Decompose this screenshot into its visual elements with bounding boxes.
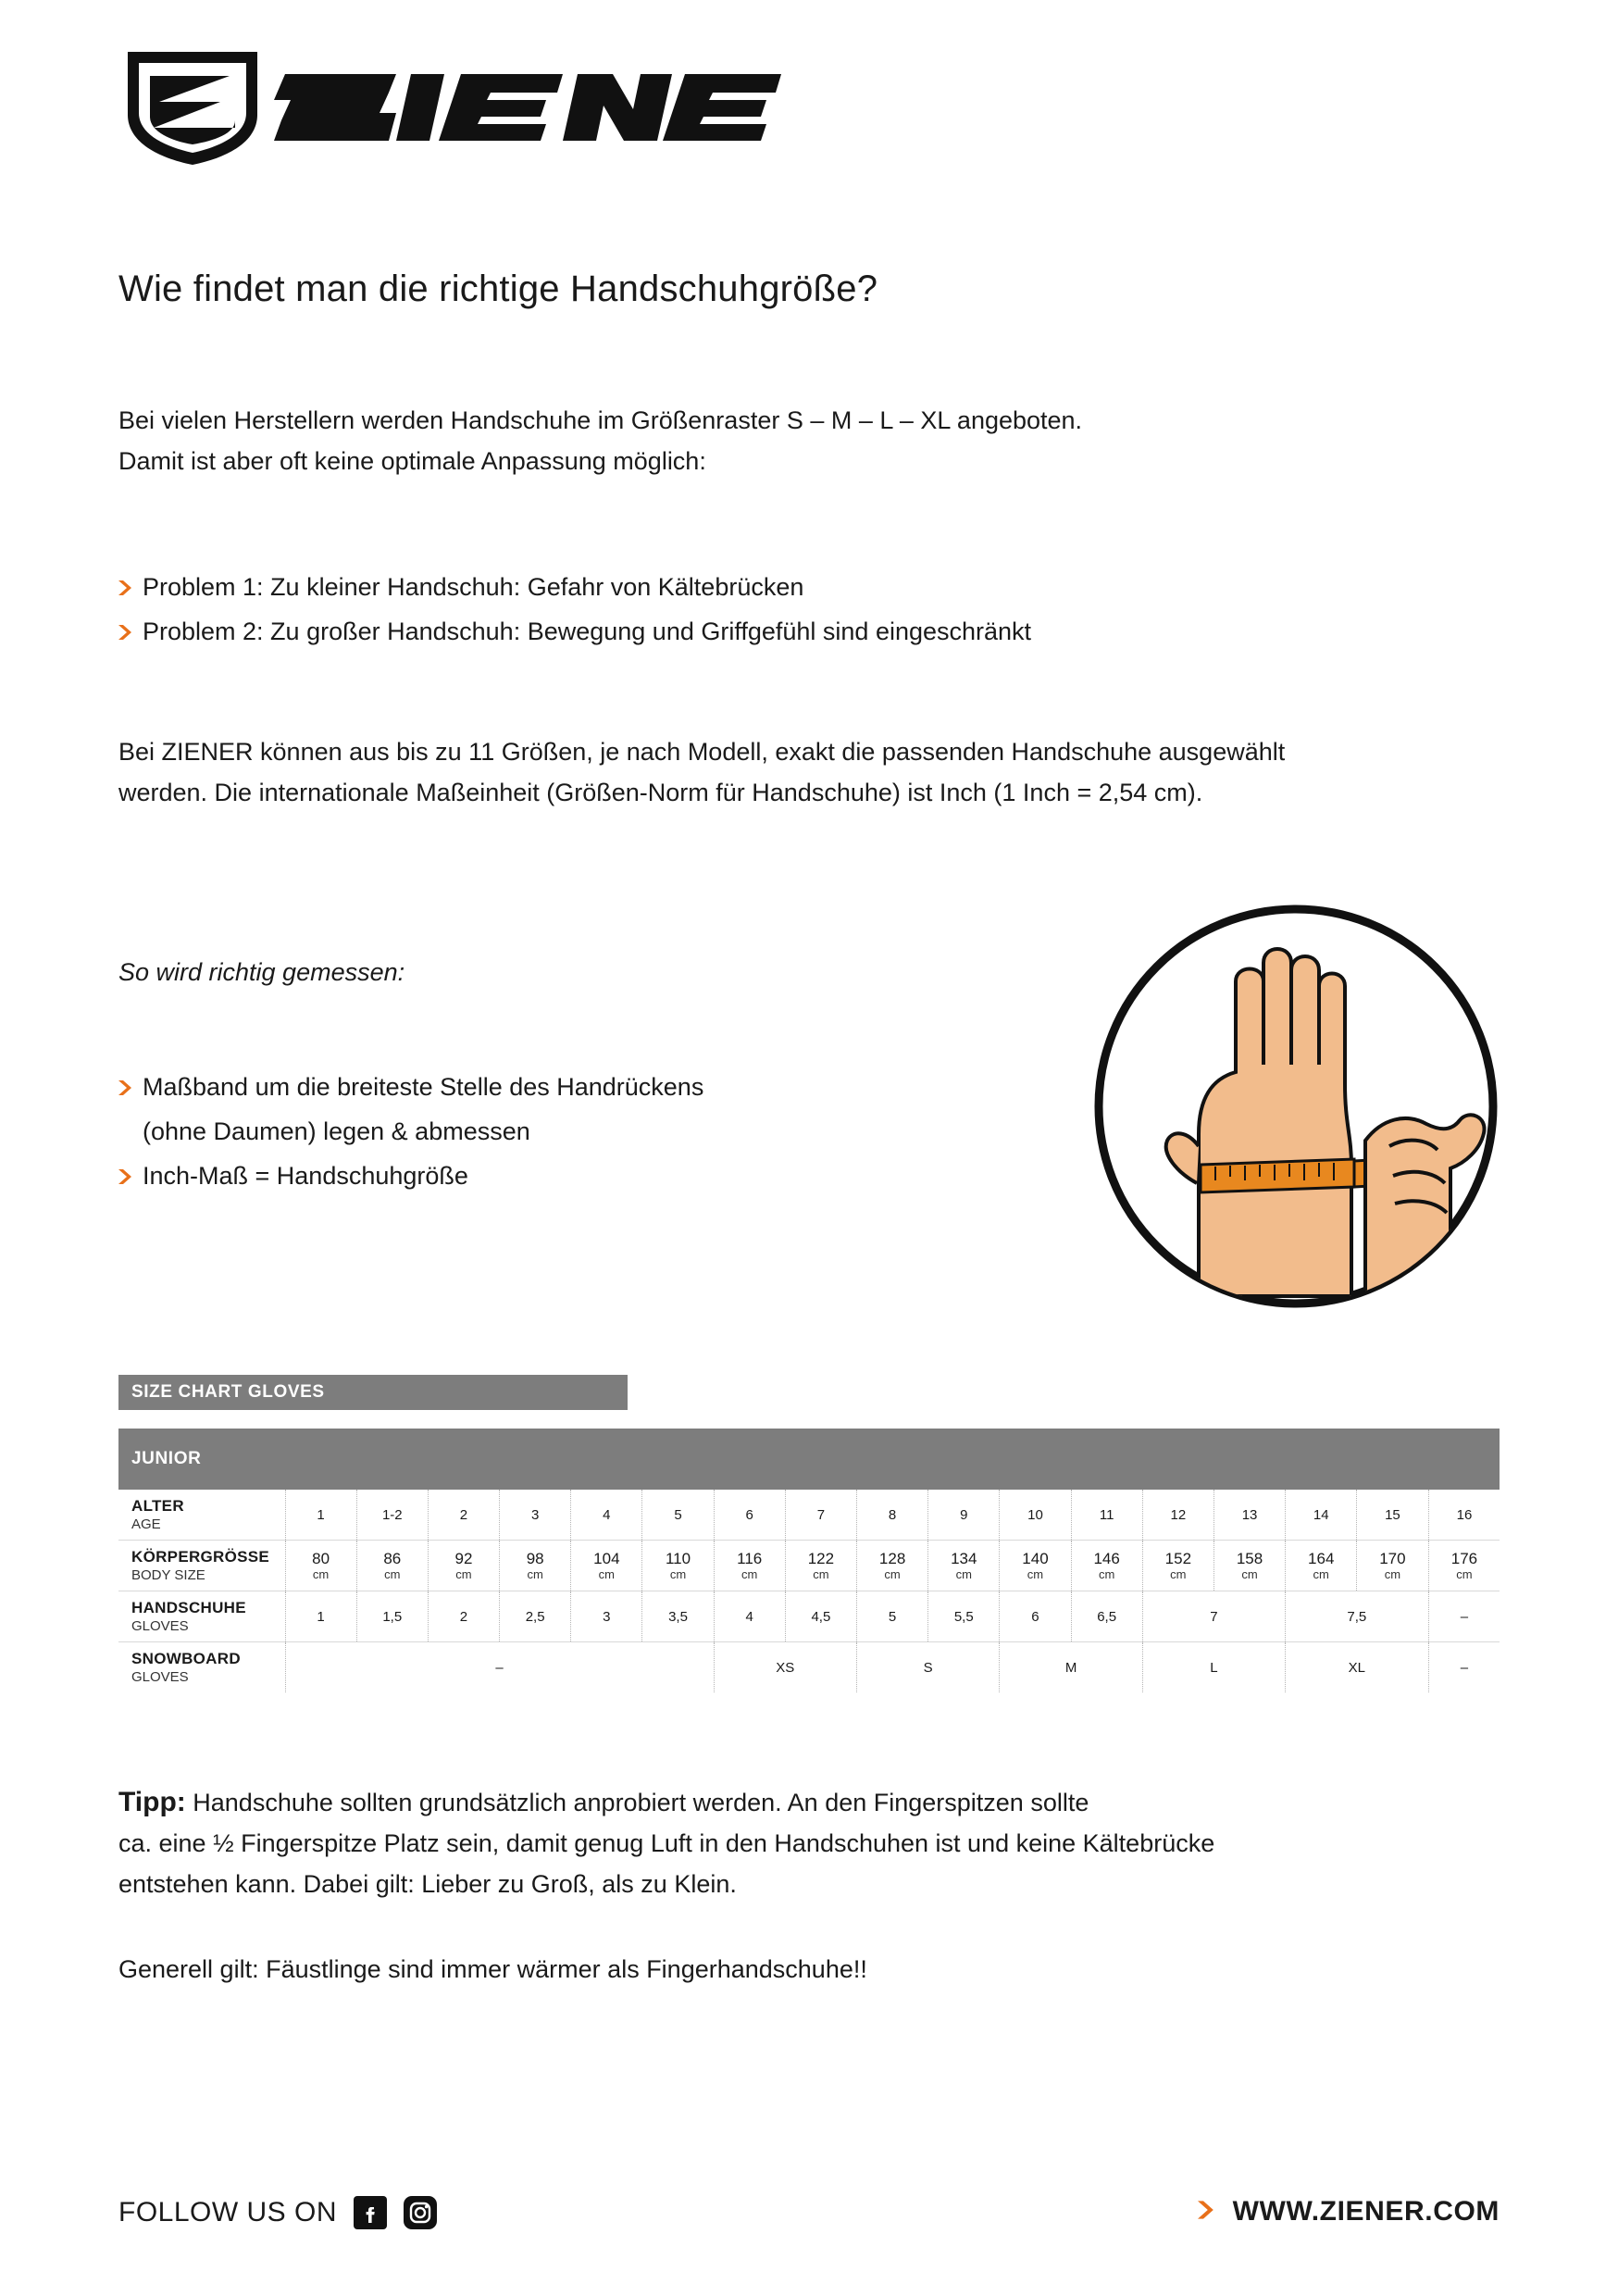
cell-snowboard-size: –	[285, 1642, 714, 1693]
cell-glove-size: 7	[1142, 1591, 1285, 1642]
group-label-junior: JUNIOR	[118, 1429, 1500, 1490]
cell-snowboard-size: XS	[714, 1642, 856, 1693]
cell-age: 4	[571, 1490, 642, 1541]
cell-body-size: 86 cm	[356, 1541, 428, 1591]
table-row	[118, 1490, 1500, 1541]
hand-measuring-illustration	[1088, 898, 1504, 1315]
list-item	[118, 565, 1507, 609]
cell-body-size: 116 cm	[714, 1541, 785, 1591]
cell-age: 6	[714, 1490, 785, 1541]
cell-age: 12	[1142, 1490, 1214, 1541]
instagram-icon[interactable]	[404, 2196, 437, 2229]
cell-glove-size: 3,5	[642, 1591, 714, 1642]
row-header-age: ALTER AGE	[118, 1490, 285, 1541]
cell-body-size: 122 cm	[785, 1541, 856, 1591]
arrow-bullet-icon	[118, 1066, 143, 1095]
cell-snowboard-size: XL	[1286, 1642, 1428, 1693]
problem-1-text: Problem 1: Zu kleiner Handschuh: Gefahr von Kältebrücken	[143, 573, 804, 601]
problems-list	[118, 565, 1507, 654]
cell-age: 5	[642, 1490, 714, 1541]
cell-glove-size: 6	[1000, 1591, 1071, 1642]
cell-body-size: 98 cm	[500, 1541, 571, 1591]
cell-snowboard-size: M	[1000, 1642, 1142, 1693]
cell-glove-size: 5	[857, 1591, 928, 1642]
cell-glove-size: 2,5	[500, 1591, 571, 1642]
tipp-line-1	[118, 1782, 1525, 1823]
cell-age: 8	[857, 1490, 928, 1541]
cell-body-size: 164 cm	[1286, 1541, 1357, 1591]
measure-bullet-2-text: Inch-Maß = Handschuhgröße	[143, 1162, 468, 1190]
cell-body-size: 170 cm	[1357, 1541, 1428, 1591]
arrow-bullet-icon	[118, 1154, 143, 1184]
tipp-paragraph	[118, 1782, 1525, 1904]
tipp-label: Tipp:	[118, 1787, 186, 1817]
footer-follow	[118, 2196, 437, 2229]
arrow-bullet-icon	[118, 610, 143, 640]
cell-glove-size: 3	[571, 1591, 642, 1642]
cell-body-size: 134 cm	[928, 1541, 1000, 1591]
cell-glove-size: 4,5	[785, 1591, 856, 1642]
row-header-snowboard: SNOWBOARD GLOVES	[118, 1642, 285, 1693]
cell-age: 7	[785, 1490, 856, 1541]
website-url[interactable]: WWW.ZIENER.COM	[1232, 2196, 1500, 2227]
tipp-line-1-text: Handschuhe sollten grundsätzlich anprobiert werden. An den Fingerspitzen sollte	[185, 1789, 1089, 1816]
cell-body-size: 158 cm	[1214, 1541, 1285, 1591]
ziener-logo	[118, 48, 785, 168]
measure-sub-text: (ohne Daumen) legen & abmessen	[143, 1117, 530, 1145]
cell-age: 1-2	[356, 1490, 428, 1541]
cell-age: 3	[500, 1490, 571, 1541]
cell-glove-size: 5,5	[928, 1591, 1000, 1642]
cell-body-size: 80 cm	[285, 1541, 356, 1591]
list-item	[118, 609, 1507, 654]
cell-snowboard-size: –	[1460, 1659, 1469, 1676]
row-header-body-size: KÖRPERGRÖSSE BODY SIZE	[118, 1541, 285, 1591]
size-chart-table	[118, 1429, 1500, 1692]
cell-snowboard-size: S	[857, 1642, 1000, 1693]
row-header-gloves: HANDSCHUHE GLOVES	[118, 1591, 285, 1642]
table-group-header	[118, 1429, 1500, 1490]
table-row	[118, 1541, 1500, 1591]
arrow-bullet-icon	[118, 566, 143, 595]
sizes-note-paragraph	[118, 731, 1525, 813]
generell-paragraph: Generell gilt: Fäustlinge sind immer wärmer als Fingerhandschuhe!!	[118, 1955, 867, 1983]
cell-glove-size: 1	[285, 1591, 356, 1642]
facebook-icon[interactable]	[354, 2196, 387, 2229]
cell-body-size: 152 cm	[1142, 1541, 1214, 1591]
cell-body-size: 104 cm	[571, 1541, 642, 1591]
problem-2-text: Problem 2: Zu großer Handschuh: Bewegung und Griffgefühl sind eingeschränkt	[143, 618, 1032, 645]
cell-age: 9	[928, 1490, 1000, 1541]
size-chart-label: SIZE CHART GLOVES	[118, 1375, 628, 1410]
cell-glove-size: 2	[428, 1591, 499, 1642]
sizes-note-line-2: werden. Die internationale Maßeinheit (Größen-Norm für Handschuhe) ist Inch (1 Inch = 2,54 cm).	[118, 779, 1203, 806]
cell-body-size: 146 cm	[1071, 1541, 1142, 1591]
cell-age: 11	[1071, 1490, 1142, 1541]
cell-body-size: 128 cm	[857, 1541, 928, 1591]
follow-us-label: FOLLOW US ON	[118, 2197, 338, 2227]
cell-age: 2	[428, 1490, 499, 1541]
arrow-bullet-icon	[1198, 2201, 1220, 2224]
footer-url[interactable]	[1198, 2196, 1500, 2227]
cell-age: 14	[1286, 1490, 1357, 1541]
cell-snowboard-size: L	[1142, 1642, 1285, 1693]
intro-paragraph	[118, 400, 1525, 481]
sizes-note-line-1: Bei ZIENER können aus bis zu 11 Größen, je nach Modell, exakt die passenden Handschuhe ausgewählt	[118, 738, 1286, 766]
cell-glove-size: 7,5	[1286, 1591, 1428, 1642]
cell-age: 16	[1428, 1490, 1500, 1541]
table-row	[118, 1642, 1500, 1693]
cell-glove-size: –	[1428, 1591, 1500, 1642]
intro-line-1: Bei vielen Herstellern werden Handschuhe im Größenraster S – M – L – XL angeboten.	[118, 406, 1083, 434]
cell-body-size: 110 cm	[642, 1541, 714, 1591]
cell-age: 1	[285, 1490, 356, 1541]
page-title: Wie findet man die richtige Handschuhgröße?	[118, 268, 878, 309]
cell-age: 10	[1000, 1490, 1071, 1541]
cell-age: 13	[1214, 1490, 1285, 1541]
cell-glove-size: 4	[714, 1591, 785, 1642]
intro-line-2: Damit ist aber oft keine optimale Anpassung möglich:	[118, 447, 706, 475]
measure-section-title: So wird richtig gemessen:	[118, 958, 405, 986]
cell-body-size: 176 cm	[1428, 1541, 1500, 1591]
tipp-line-2: ca. eine ½ Fingerspitze Platz sein, damit genug Luft in den Handschuhen ist und keine Kältebrücke	[118, 1829, 1215, 1857]
cell-body-size: 140 cm	[1000, 1541, 1071, 1591]
measure-bullet-1-text: Maßband um die breiteste Stelle des Handrückens	[143, 1073, 704, 1101]
cell-glove-size: 6,5	[1071, 1591, 1142, 1642]
cell-glove-size: 1,5	[356, 1591, 428, 1642]
tipp-line-3: entstehen kann. Dabei gilt: Lieber zu Groß, als zu Klein.	[118, 1870, 737, 1898]
cell-body-size: 92 cm	[428, 1541, 499, 1591]
cell-age: 15	[1357, 1490, 1428, 1541]
table-row	[118, 1591, 1500, 1642]
